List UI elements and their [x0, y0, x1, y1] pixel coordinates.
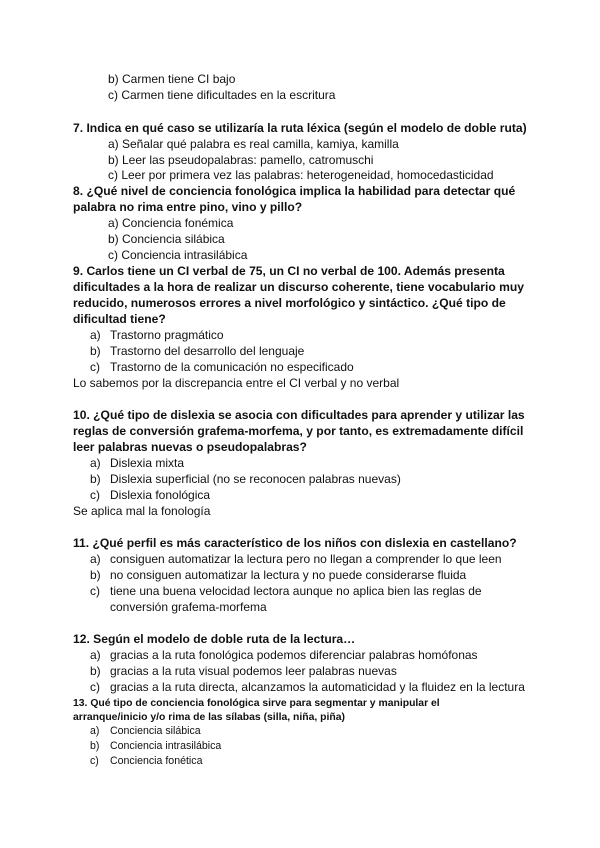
q9-title-line-1: 9. Carlos tiene un CI verbal de 75, un CI no verbal de 100. Además presenta — [73, 264, 505, 278]
q10-option-a: a) Dislexia mixta — [90, 456, 185, 470]
q13-option-b: b) Conciencia intrasilábica — [90, 740, 222, 752]
q11-option-b: b) no consiguen automatizar la lectura y no puede considerarse fluida — [90, 568, 467, 582]
q11-title: 11. ¿Qué perfil es más característico de los niños con dislexia en castellano? — [73, 536, 517, 550]
q12-option-a: a) gracias a la ruta fonológica podemos diferenciar palabras homófonas — [90, 648, 478, 662]
q8-title-line-2: palabra no rima entre pino, vino y pillo? — [73, 200, 303, 214]
q9-option-b: b) Trastorno del desarrollo del lenguaje — [90, 344, 305, 358]
q8-option-c: c) Conciencia intrasilábica — [108, 248, 248, 262]
q9-title-line-2: dificultades a la hora de realizar un discurso coherente, tiene vocabulario muy — [73, 280, 524, 294]
q11-option-a: a) consiguen automatizar la lectura pero no llegan a comprender lo que leen — [90, 552, 502, 566]
q12-option-b: b) gracias a la ruta visual podemos leer palabras nuevas — [90, 664, 397, 678]
q13-option-a: a) Conciencia silábica — [90, 725, 201, 737]
q10-title-line-3: leer palabras nuevas o pseudopalabras? — [73, 440, 307, 454]
q7-option-b: b) Leer las pseudopalabras: pamello, catromuschi — [108, 153, 374, 167]
q9-title-line-4: dificultad tiene? — [73, 312, 166, 326]
q9-title-line-3: reducido, numerosos errores a nivel morfológico y sintáctico. ¿Qué tipo de — [73, 296, 506, 310]
q8-option-a: a) Conciencia fonémica — [108, 216, 234, 230]
q6-option-b: b) Carmen tiene CI bajo — [108, 72, 236, 86]
q12-option-c: c) gracias a la ruta directa, alcanzamos la automaticidad y la fluidez en la lectura — [90, 680, 525, 694]
q10-option-c: c) Dislexia fonológica — [90, 488, 211, 502]
q10-option-b: b) Dislexia superficial (no se reconocen palabras nuevas) — [90, 472, 401, 486]
q13-option-c: c) Conciencia fonética — [90, 755, 203, 767]
q8-title-line-1: 8. ¿Qué nivel de conciencia fonológica implica la habilidad para detectar qué — [73, 184, 516, 198]
q13-title-line-1: 13. Qué tipo de conciencia fonológica sirve para segmentar y manipular el — [73, 698, 440, 709]
q10-note: Se aplica mal la fonología — [73, 504, 211, 518]
q10-title-line-1: 10. ¿Qué tipo de dislexia se asocia con dificultades para aprender y utilizar las — [73, 408, 525, 422]
q11-option-c: c) tiene una buena velocidad lectora aunque no aplica bien las reglas de — [90, 584, 482, 598]
q12-title: 12. Según el modelo de doble ruta de la lectura… — [73, 632, 356, 646]
q11-option-c-continuation: conversión grafema-morfema — [110, 600, 267, 614]
q9-option-c: c) Trastorno de la comunicación no especificado — [90, 360, 354, 374]
q7-title: 7. Indica en qué caso se utilizaría la ruta léxica (según el modelo de doble ruta) — [73, 121, 527, 135]
q13-title-line-2: arranque/inicio y/o rima de las sílabas (silla, niña, piña) — [73, 712, 345, 723]
q8-option-b: b) Conciencia silábica — [108, 232, 225, 246]
q9-note: Lo sabemos por la discrepancia entre el CI verbal y no verbal — [73, 376, 400, 390]
q10-title-line-2: reglas de conversión grafema-morfema, y por tanto, es extremadamente difícil — [73, 424, 524, 438]
q6-option-c: c) Carmen tiene dificultades en la escritura — [108, 88, 336, 102]
q7-option-c: c) Leer por primera vez las palabras: heterogeneidad, homocedasticidad — [108, 168, 494, 182]
q9-option-a: a) Trastorno pragmático — [90, 328, 224, 342]
q7-option-a: a) Señalar qué palabra es real camilla, kamiya, kamilla — [108, 137, 399, 151]
